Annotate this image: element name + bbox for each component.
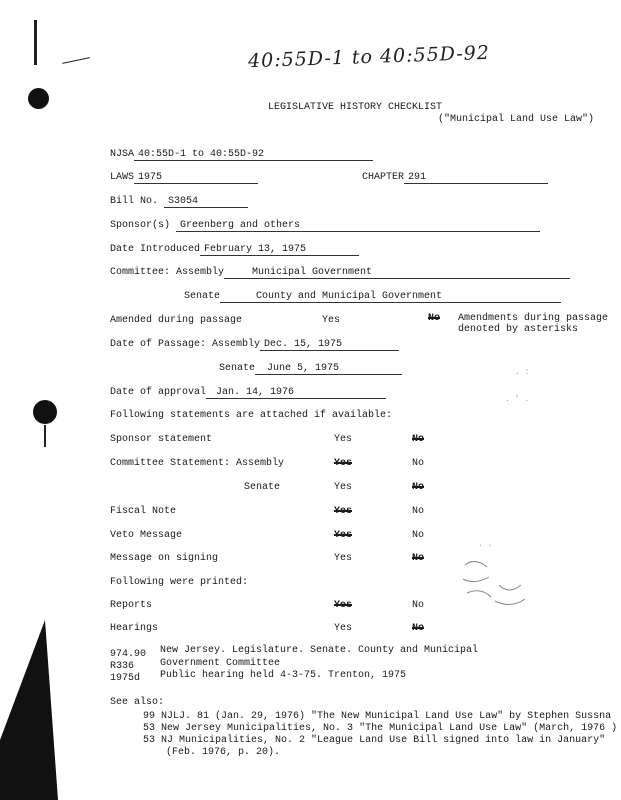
- see-also-ref-text: New Jersey Municipalities, No. 3 "The Municipal Land Use Law" (March, 1976 ): [161, 723, 618, 734]
- passage-senate-row: [219, 363, 402, 375]
- committee-label: Committee: Assembly: [110, 267, 225, 278]
- passage-senate-label: Senate: [219, 363, 256, 374]
- printed-reports-yes: Yes: [334, 600, 353, 611]
- passage-senate-value: June 5, 1975: [255, 363, 402, 375]
- passage-assembly-value: Dec. 15, 1975: [260, 339, 399, 351]
- see-also-label: See also:: [110, 697, 165, 708]
- bill-value: S3054: [164, 196, 248, 208]
- amended-label: Amended during passage: [110, 315, 243, 326]
- njsa-value: 40:55D-1 to 40:55D-92: [134, 149, 373, 161]
- see-also-ref-1: [143, 711, 611, 722]
- see-also-ref-num: 53: [143, 723, 156, 734]
- statement-sponsor-label: Sponsor statement: [110, 434, 213, 445]
- sponsor-label: Sponsor(s): [110, 220, 171, 231]
- passage-label: Date of Passage: Assembly: [110, 339, 261, 350]
- see-also-ref-2: [143, 723, 617, 734]
- see-also-ref-3: [143, 735, 605, 746]
- see-also-ref-text: NJLJ. 81 (Jan. 29, 1976) "The New Municipal Land Use Law" by Stephen Sussna: [161, 711, 612, 722]
- call-number-text-2: Government Committee: [160, 658, 281, 669]
- statement-veto-message-no: No: [412, 530, 425, 541]
- statement-committee-senate-no: No: [412, 482, 425, 493]
- committee-senate-label: Senate: [184, 291, 221, 302]
- statement-sponsor-yes: Yes: [334, 434, 353, 445]
- printed-reports-label: Reports: [110, 600, 153, 611]
- amended-no: No: [428, 313, 441, 324]
- njsa-label: NJSA: [110, 149, 135, 160]
- laws-row: [110, 172, 258, 184]
- printed-heading: Following were printed:: [110, 577, 249, 588]
- chapter-label: CHAPTER: [362, 172, 405, 183]
- printed-hearings-label: Hearings: [110, 623, 159, 634]
- amended-yes: Yes: [322, 315, 341, 326]
- printed-hearings-no: No: [412, 623, 425, 634]
- sponsor-row: [110, 220, 540, 232]
- statement-signing-message-label: Message on signing: [110, 553, 219, 564]
- statement-veto-message-yes: Yes: [334, 530, 353, 541]
- statement-committee-assembly-no: No: [412, 458, 425, 469]
- printed-hearings-yes: Yes: [334, 623, 353, 634]
- committee-senate-value: County and Municipal Government: [220, 291, 561, 303]
- statement-sponsor-no: No: [412, 434, 425, 445]
- committee-assembly-row: [110, 267, 570, 279]
- introduced-label: Date Introduced: [110, 244, 201, 255]
- call-number-code-3: 1975d: [110, 673, 141, 684]
- handwritten-title: 40:55D-1 to 40:55D-92: [247, 41, 491, 73]
- document-title: LEGISLATIVE HISTORY CHECKLIST: [268, 102, 443, 113]
- chapter-row: [362, 172, 548, 184]
- scan-speck: . ' .: [505, 395, 530, 404]
- statement-veto-message-label: Veto Message: [110, 530, 183, 541]
- committee-senate-row: [184, 291, 561, 303]
- amended-note-line-2: denoted by asterisks: [458, 324, 579, 335]
- see-also-ref-num: 53: [143, 735, 156, 746]
- njsa-row: [110, 149, 373, 161]
- see-also-ref-num: 99: [143, 711, 156, 722]
- printed-reports-no: No: [412, 600, 425, 611]
- passage-assembly-row: [110, 339, 399, 351]
- margin-scribble: [455, 555, 535, 615]
- statement-fiscal-note-label: Fiscal Note: [110, 506, 177, 517]
- approval-value: Jan. 14, 1976: [206, 387, 386, 399]
- document-subtitle: ("Municipal Land Use Law"): [438, 114, 595, 125]
- introduced-row: [110, 244, 359, 256]
- binding-shadow: [0, 620, 70, 800]
- approval-label: Date of approval: [110, 387, 207, 398]
- scan-mark-left-2: [62, 57, 90, 64]
- see-also-continuation: (Feb. 1976, p. 20).: [166, 747, 281, 758]
- call-number-code-2: R336: [110, 661, 135, 672]
- statement-fiscal-note-no: No: [412, 506, 425, 517]
- see-also-ref-text: NJ Municipalities, No. 2 "League Land Use Bill signed into law in January": [161, 735, 606, 746]
- scan-speck: . :: [515, 368, 530, 377]
- laws-value: 1975: [134, 172, 258, 184]
- sponsor-value: Greenberg and others: [176, 220, 540, 232]
- scan-speck: . .: [478, 540, 493, 549]
- chapter-value: 291: [404, 172, 548, 184]
- call-number-text-3: Public hearing held 4-3-75. Trenton, 1975: [160, 670, 407, 681]
- bill-label: Bill No.: [110, 196, 159, 207]
- statement-signing-message-no: No: [412, 553, 425, 564]
- statement-fiscal-note-yes: Yes: [334, 506, 353, 517]
- committee-assembly-value: Municipal Government: [224, 267, 570, 279]
- introduced-value: February 13, 1975: [200, 244, 359, 256]
- bill-row: [110, 196, 248, 208]
- punch-hole-top: [28, 88, 49, 109]
- approval-row: [110, 387, 386, 399]
- statements-heading: Following statements are attached if available:: [110, 410, 393, 421]
- scan-mark-left-1: [34, 20, 37, 65]
- statement-committee-assembly-yes: Yes: [334, 458, 353, 469]
- laws-label: LAWS: [110, 172, 135, 183]
- statement-committee-assembly-label: Committee Statement: Assembly: [110, 458, 285, 469]
- call-number-text-1: New Jersey. Legislature. Senate. County and Municipal: [160, 645, 479, 656]
- statement-signing-message-yes: Yes: [334, 553, 353, 564]
- punch-hole-middle: [33, 400, 57, 424]
- statement-committee-senate-label: Senate: [244, 482, 281, 493]
- statement-committee-senate-yes: Yes: [334, 482, 353, 493]
- call-number-code-1: 974.90: [110, 649, 147, 660]
- amended-note-line-1: Amendments during passage: [458, 313, 609, 324]
- scan-mark-left-3: [44, 425, 46, 447]
